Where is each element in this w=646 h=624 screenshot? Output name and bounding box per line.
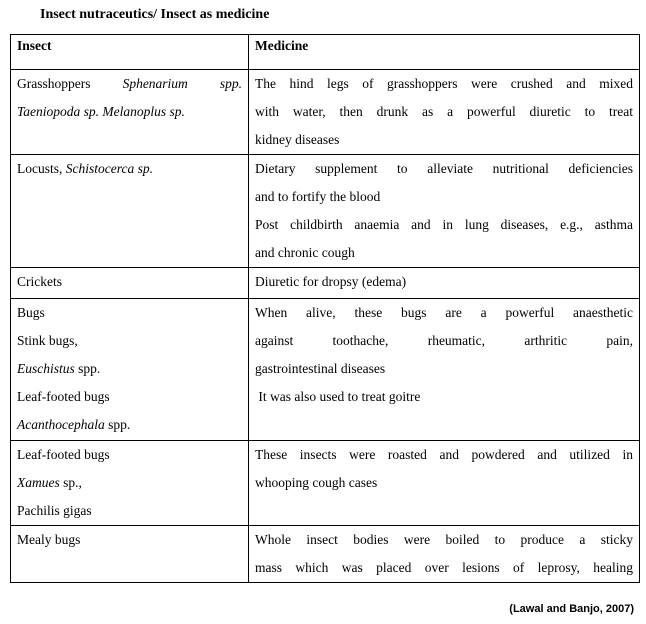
medicine-line: It was also used to treat goitre <box>255 389 421 404</box>
insect-line <box>17 383 242 411</box>
insect-line <box>17 469 242 497</box>
insect-name: Pachilis gigas <box>17 503 92 518</box>
medicine-line: against toothache, rheumatic, arthritic pain, <box>255 333 633 348</box>
medicine-line: These insects were roasted and powdered and utilized in <box>255 447 633 462</box>
insect-name: Bugs <box>17 305 45 320</box>
medicine-cell <box>249 299 640 441</box>
medicine-line: Post childbirth anaemia and in lung diseases, e.g., asthma <box>255 217 633 232</box>
medicine-cell <box>249 526 640 583</box>
insect-cell <box>11 268 249 299</box>
scientific-name: Sphenarium spp. <box>122 76 242 91</box>
scientific-name: Schistocerca sp. <box>65 161 153 176</box>
medicine-line: mass which was placed over lesions of leprosy, healing <box>255 560 633 575</box>
insect-name: spp. <box>104 417 131 432</box>
insect-cell <box>11 155 249 268</box>
insect-line <box>17 327 242 355</box>
medicine-cell <box>249 441 640 526</box>
medicine-line: and chronic cough <box>255 245 355 260</box>
insect-name: Locusts, <box>17 161 66 176</box>
medicine-line: whooping cough cases <box>255 475 378 490</box>
table-row <box>11 299 640 441</box>
medicine-cell <box>249 155 640 268</box>
insect-medicine-table <box>10 34 640 583</box>
insect-cell <box>11 70 249 155</box>
insect-line <box>17 497 242 525</box>
insect-line <box>17 441 242 469</box>
medicine-line: kidney diseases <box>255 132 340 147</box>
insect-line <box>17 155 242 183</box>
insect-name: sp., <box>59 475 82 490</box>
insect-line <box>17 268 242 296</box>
insect-line <box>17 526 242 554</box>
insect-cell <box>11 299 249 441</box>
medicine-line: Whole insect bodies were boiled to produce a sticky <box>255 532 633 547</box>
medicine-line: and to fortify the blood <box>255 189 381 204</box>
medicine-line: Diuretic for dropsy (edema) <box>255 274 407 289</box>
scientific-name: Xamues <box>17 475 60 490</box>
medicine-line: gastrointestinal diseases <box>255 361 386 376</box>
medicine-line: When alive, these bugs are a powerful anaesthetic <box>255 305 633 320</box>
table-row <box>11 155 640 268</box>
table-body <box>11 70 640 583</box>
insect-cell <box>11 526 249 583</box>
scientific-name: Euschistus <box>17 361 75 376</box>
scientific-name: Acanthocephala <box>17 417 105 432</box>
medicine-line: The hind legs of grasshoppers were crushed and mixed <box>255 76 633 91</box>
column-header-medicine: Medicine <box>249 35 640 70</box>
insect-line <box>17 355 242 383</box>
source-citation: (Lawal and Banjo, 2007) <box>509 603 634 615</box>
medicine-line: with water, then drunk as a powerful diuretic to treat <box>255 104 633 119</box>
table-row <box>11 70 640 155</box>
insect-line <box>17 98 242 126</box>
medicine-cell <box>249 268 640 299</box>
insect-name: Mealy bugs <box>17 532 81 547</box>
header-row <box>11 35 640 70</box>
insect-cell <box>11 441 249 526</box>
table-title: Insect nutraceutics/ Insect as medicine <box>40 7 270 22</box>
insect-line <box>17 411 242 439</box>
medicine-cell <box>249 70 640 155</box>
table-row <box>11 268 640 299</box>
insect-name: Leaf-footed bugs <box>17 389 110 404</box>
scientific-name: Taeniopoda sp. Melanoplus sp. <box>17 104 185 119</box>
column-header-insect: Insect <box>11 35 249 70</box>
insect-line <box>17 70 242 98</box>
insect-name: Stink bugs, <box>17 333 78 348</box>
insect-name: Grasshoppers <box>17 76 123 91</box>
medicine-line: Dietary supplement to alleviate nutritional deficiencies <box>255 161 633 176</box>
insect-name: spp. <box>74 361 101 376</box>
table-row <box>11 526 640 583</box>
insect-name: Leaf-footed bugs <box>17 447 110 462</box>
insect-line <box>17 299 242 327</box>
insect-name: Crickets <box>17 274 62 289</box>
table-row <box>11 441 640 526</box>
